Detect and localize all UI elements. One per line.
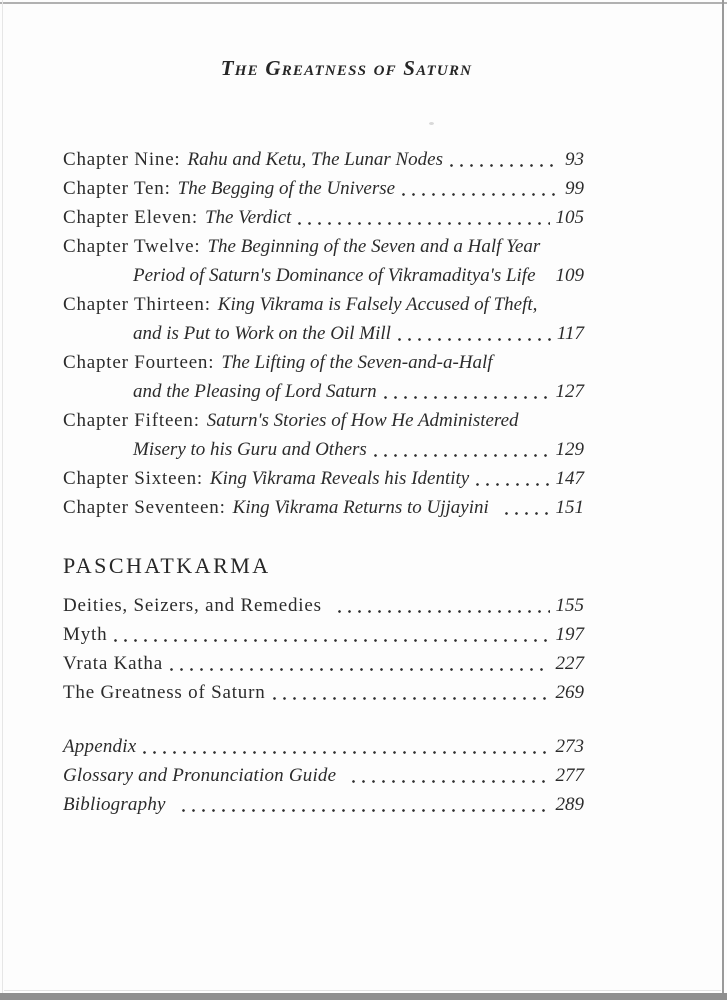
page-number: 129	[555, 439, 584, 460]
toc-entry-line-1	[63, 232, 584, 261]
page-number: 151	[555, 497, 584, 518]
toc-entry-line-2	[63, 261, 584, 290]
chapter-label: Chapter Fifteen:	[63, 410, 200, 431]
dot-leader	[322, 591, 554, 620]
toc-entry-greatness-of-saturn	[63, 678, 584, 707]
dot-leader	[166, 790, 554, 819]
toc-entry-glossary	[63, 761, 584, 790]
entry-title: Myth	[63, 624, 108, 645]
toc-entry-chapter-nine	[63, 145, 584, 174]
toc-entry-line-1	[63, 348, 584, 377]
chapter-title: King Vikrama is Falsely Accused of Theft,	[217, 294, 538, 315]
page-number: 127	[555, 381, 584, 402]
page-number: 109	[555, 265, 585, 286]
dot-leader	[469, 464, 553, 493]
chapter-title-continued: Misery to his Guru and Others	[133, 439, 367, 460]
page-number: 273	[555, 736, 584, 757]
chapter-title: The Begging of the Universe	[177, 178, 396, 199]
dot-leader	[489, 493, 554, 522]
entry-title: Appendix	[63, 736, 137, 757]
dot-leader	[336, 761, 553, 790]
scan-edge-right	[722, 0, 724, 1000]
page-number: 227	[555, 653, 584, 674]
dot-leader	[395, 174, 563, 203]
chapter-title-continued: Period of Saturn's Dominance of Vikramaditya's Life	[133, 265, 536, 286]
chapter-label: Chapter Seventeen:	[63, 497, 226, 518]
page-number: 197	[555, 624, 584, 645]
page-number: 99	[565, 178, 584, 199]
chapter-title-continued: and the Pleasing of Lord Saturn	[133, 381, 377, 402]
chapter-title: Rahu and Ketu, The Lunar Nodes	[187, 149, 443, 170]
chapter-title: King Vikrama Reveals his Identity	[209, 468, 470, 489]
chapter-label: Chapter Thirteen:	[63, 294, 211, 315]
scan-edge-left	[2, 0, 3, 1000]
running-header-title: The Greatness of Saturn	[220, 56, 473, 80]
dot-leader	[291, 203, 553, 232]
toc-entry-chapter-fifteen	[63, 406, 584, 464]
page-number: 277	[555, 765, 584, 786]
entry-title: Glossary and Pronunciation Guide	[63, 765, 337, 786]
page-number: 117	[556, 323, 584, 344]
table-of-contents	[63, 145, 584, 819]
dot-leader	[266, 678, 554, 707]
scan-edge-bottom-faint	[4, 990, 721, 991]
chapter-label: Chapter Sixteen:	[63, 468, 203, 489]
chapter-title-continued: and is Put to Work on the Oil Mill	[133, 323, 391, 344]
toc-entry-deities	[63, 591, 584, 620]
dot-leader	[136, 732, 553, 761]
page-number: 93	[565, 149, 584, 170]
toc-entry-line-2	[63, 377, 584, 406]
page-number: 269	[555, 682, 584, 703]
toc-entry-appendix	[63, 732, 584, 761]
dot-leader	[377, 377, 554, 406]
toc-entry-chapter-thirteen	[63, 290, 584, 348]
chapter-label: Chapter Eleven:	[63, 207, 198, 228]
section-entries	[63, 591, 584, 707]
toc-entry-line-2	[63, 319, 584, 348]
chapter-label: Chapter Twelve:	[63, 236, 201, 257]
toc-entry-myth	[63, 620, 584, 649]
chapter-title: The Lifting of the Seven-and-a-Half	[221, 352, 493, 373]
chapter-title: King Vikrama Returns to Ujjayini	[232, 497, 489, 518]
entry-title: Deities, Seizers, and Remedies	[63, 595, 322, 616]
dot-leader	[443, 145, 563, 174]
toc-entry-chapter-sixteen	[63, 464, 584, 493]
entry-title: The Greatness of Saturn	[63, 682, 266, 703]
dot-leader	[536, 261, 554, 290]
toc-entry-chapter-seventeen	[63, 493, 584, 522]
page-content	[63, 0, 584, 819]
chapter-title: The Beginning of the Seven and a Half Year	[207, 236, 541, 257]
entry-title: Bibliography	[63, 794, 166, 815]
entry-title: Vrata Katha	[63, 653, 163, 674]
toc-entry-line-1	[63, 406, 584, 435]
dot-leader	[367, 435, 554, 464]
dot-leader	[163, 649, 554, 678]
chapter-label: Chapter Fourteen:	[63, 352, 215, 373]
toc-entry-chapter-ten	[63, 174, 584, 203]
toc-entry-chapter-eleven	[63, 203, 584, 232]
toc-entry-line-1	[63, 290, 584, 319]
toc-entry-vrata-katha	[63, 649, 584, 678]
scan-edge-bottom	[0, 993, 727, 1000]
dot-leader	[107, 620, 553, 649]
toc-entry-bibliography	[63, 790, 584, 819]
page-number: 147	[555, 468, 584, 489]
section-heading-paschatkarma: PASCHATKARMA	[63, 553, 271, 578]
chapter-label: Chapter Ten:	[63, 178, 171, 199]
toc-entry-chapter-fourteen	[63, 348, 584, 406]
backmatter-entries	[63, 732, 584, 819]
toc-entry-line-2	[63, 435, 584, 464]
dot-leader	[391, 319, 555, 348]
page-number: 105	[555, 207, 584, 228]
page-number: 289	[555, 794, 584, 815]
page-number: 155	[555, 595, 584, 616]
chapter-title: Saturn's Stories of How He Administered	[206, 410, 519, 431]
toc-entry-chapter-twelve	[63, 232, 584, 290]
chapter-title: The Verdict	[204, 207, 292, 228]
chapter-label: Chapter Nine:	[63, 149, 181, 170]
